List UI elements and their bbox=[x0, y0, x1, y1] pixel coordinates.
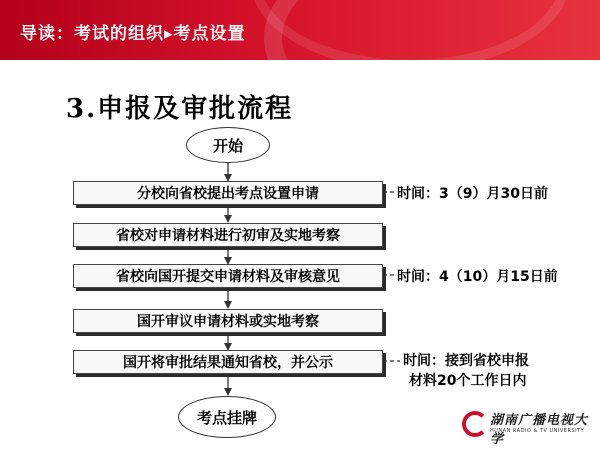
time-note-step1: 时间：3（9）月30日前 bbox=[397, 186, 548, 202]
flow-step-1: 分校向省校提出考点设置申请 bbox=[73, 181, 383, 205]
university-logo bbox=[462, 408, 592, 447]
logo-name-en: HUNAN RADIO & TV UNIVERSITY bbox=[490, 428, 585, 434]
flow-step-5: 国开将审批结果通知省校，并公示 bbox=[73, 350, 383, 374]
start-node: 开始 bbox=[186, 127, 270, 163]
logo-emblem-icon bbox=[462, 411, 488, 437]
end-node: 考点挂牌 bbox=[178, 396, 276, 438]
time-note-step5-line1: 时间：接到省校申报 bbox=[403, 353, 529, 369]
flow-step-4: 国开审议申请材料或实地考察 bbox=[73, 309, 383, 333]
time-note-step3: 时间：4（10）月15日前 bbox=[397, 269, 558, 285]
time-note-step5-line2: 材料20个工作日内 bbox=[409, 373, 527, 389]
logo-name-cn: 湖南广播电视大学 bbox=[490, 413, 589, 447]
header-title: 导读：考试的组织▸考点设置 bbox=[20, 24, 246, 44]
flow-step-2: 省校对申请材料进行初审及实地考察 bbox=[73, 223, 383, 247]
flow-step-3: 省校向国开提交申请材料及审核意见 bbox=[73, 264, 383, 288]
section-heading: 3.申报及审批流程 bbox=[66, 94, 294, 124]
time-note-step5 bbox=[403, 351, 529, 391]
